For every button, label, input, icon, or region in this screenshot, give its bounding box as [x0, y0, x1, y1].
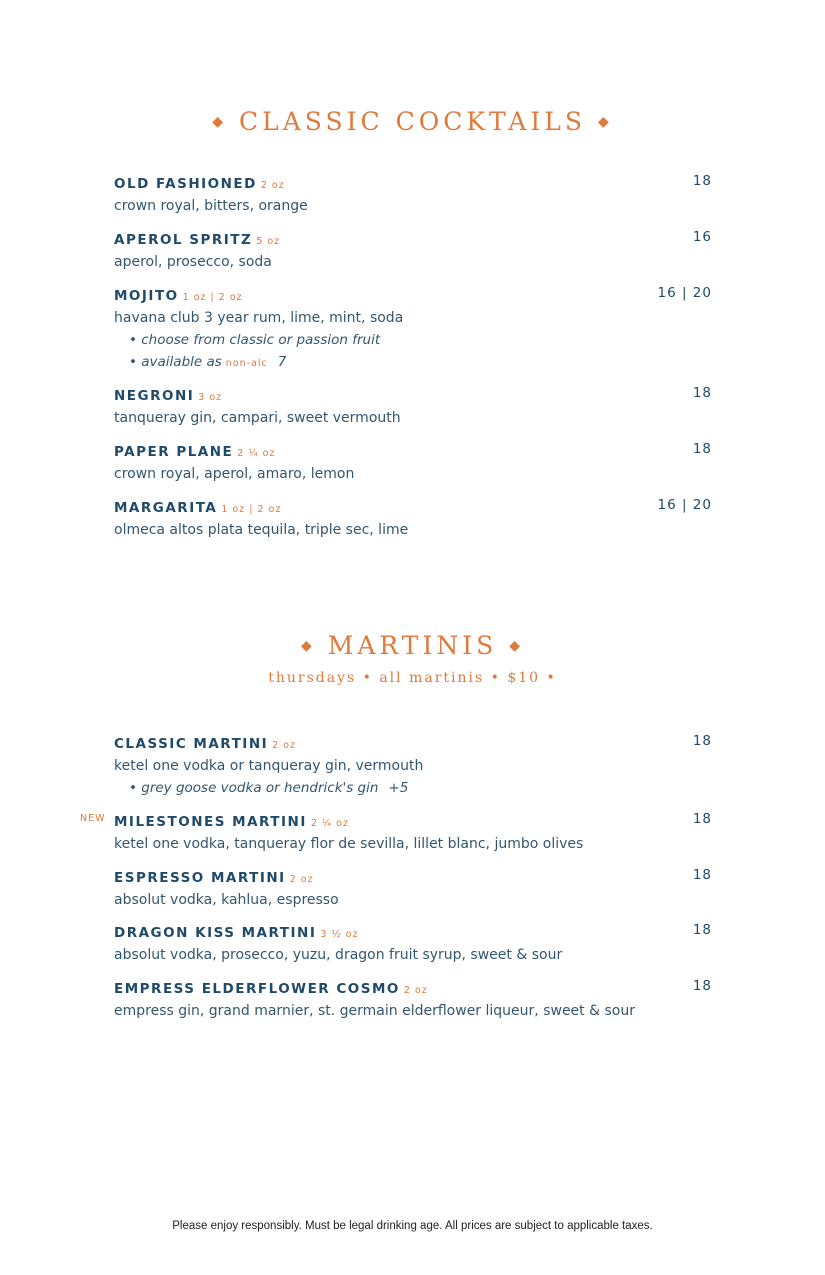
item-description: olmeca altos plata tequila, triple sec, lime	[114, 522, 409, 538]
non-alc-price: 7	[277, 354, 287, 370]
item-name: OLD FASHIONED	[114, 176, 257, 192]
item-description: ketel one vodka or tanqueray gin, vermouth	[114, 758, 424, 774]
item-price: 16	[692, 229, 712, 245]
item-name: NEGRONI	[114, 388, 195, 404]
menu-item-empress-elderflower-cosmo	[114, 978, 712, 1022]
item-note: • choose from classic or passion fruit	[129, 332, 381, 348]
item-size: 2 ¼ oz	[310, 818, 349, 829]
cocktails-title	[0, 107, 825, 136]
item-price: 16 | 20	[657, 285, 712, 301]
menu-item-classic-martini	[114, 733, 712, 799]
item-description: crown royal, aperol, amaro, lemon	[114, 466, 355, 482]
item-size: 3 ½ oz	[320, 929, 359, 940]
item-name: MILESTONES MARTINI	[114, 814, 307, 830]
note-prefix: • available as	[129, 354, 222, 370]
item-note	[114, 777, 712, 799]
item-name: MOJITO	[114, 288, 179, 304]
item-size: 5 oz	[256, 236, 281, 247]
item-name: DRAGON KISS MARTINI	[114, 925, 317, 941]
menu-item-paper-plane	[114, 441, 712, 485]
item-name: APEROL SPRITZ	[114, 232, 253, 248]
menu-item-negroni	[114, 385, 712, 429]
diamond-icon: ◆	[300, 638, 316, 654]
item-description: crown royal, bitters, orange	[114, 198, 308, 214]
item-name: PAPER PLANE	[114, 444, 234, 460]
martinis-subtitle: thursdays • all martinis • $10 •	[268, 670, 557, 686]
diamond-icon: ◆	[212, 114, 228, 130]
item-note-nonalc	[114, 351, 712, 375]
martinis-title	[0, 631, 825, 660]
item-price: 18	[692, 441, 712, 457]
item-description: havana club 3 year rum, lime, mint, soda	[114, 310, 404, 326]
item-size: 2 oz	[272, 740, 297, 751]
note-text: • grey goose vodka or hendrick's gin	[129, 780, 379, 796]
upcharge: +5	[388, 780, 409, 796]
menu-item-dragon-kiss-martini	[114, 922, 712, 966]
item-name: ESPRESSO MARTINI	[114, 870, 286, 886]
non-alc-tag: non-alc	[225, 358, 268, 369]
item-price: 18	[692, 978, 712, 994]
item-name: CLASSIC MARTINI	[114, 736, 269, 752]
menu-item-mojito	[114, 285, 712, 375]
item-price: 16 | 20	[657, 497, 712, 513]
item-price: 18	[692, 867, 712, 883]
cocktails-heading: CLASSIC COCKTAILS	[239, 107, 586, 136]
item-size: 2 oz	[403, 985, 428, 996]
menu-item-milestones-martini	[80, 811, 712, 855]
item-size: 3 oz	[198, 392, 223, 403]
diamond-icon: ◆	[597, 114, 613, 130]
item-size: 1 oz | 2 oz	[221, 504, 282, 515]
item-price: 18	[692, 811, 712, 827]
martinis-heading: MARTINIS	[327, 631, 498, 660]
item-description: tanqueray gin, campari, sweet vermouth	[114, 410, 401, 426]
menu-item-aperol-spritz	[114, 229, 712, 273]
item-size: 2 ¼ oz	[237, 448, 276, 459]
item-size: 2 oz	[260, 180, 285, 191]
item-price: 18	[692, 733, 712, 749]
new-badge: NEW	[80, 813, 106, 824]
item-name: EMPRESS ELDERFLOWER COSMO	[114, 981, 400, 997]
menu-item-margarita	[114, 497, 712, 541]
item-description: absolut vodka, kahlua, espresso	[114, 892, 339, 908]
item-description: empress gin, grand marnier, st. germain elderflower liqueur, sweet & sour	[114, 1003, 635, 1019]
item-description: absolut vodka, prosecco, yuzu, dragon fruit syrup, sweet & sour	[114, 947, 563, 963]
item-size: 2 oz	[289, 874, 314, 885]
item-description: aperol, prosecco, soda	[114, 254, 272, 270]
item-size: 1 oz | 2 oz	[182, 292, 243, 303]
item-price: 18	[692, 922, 712, 938]
menu-item-old-fashioned	[114, 173, 712, 217]
item-name: MARGARITA	[114, 500, 218, 516]
menu-item-espresso-martini	[114, 867, 712, 911]
item-description: ketel one vodka, tanqueray flor de sevilla, lillet blanc, jumbo olives	[114, 836, 584, 852]
diamond-icon: ◆	[509, 638, 525, 654]
item-price: 18	[692, 173, 712, 189]
footer-disclaimer: Please enjoy responsibly. Must be legal drinking age. All prices are subject to applicable taxes.	[172, 1220, 653, 1232]
item-price: 18	[692, 385, 712, 401]
